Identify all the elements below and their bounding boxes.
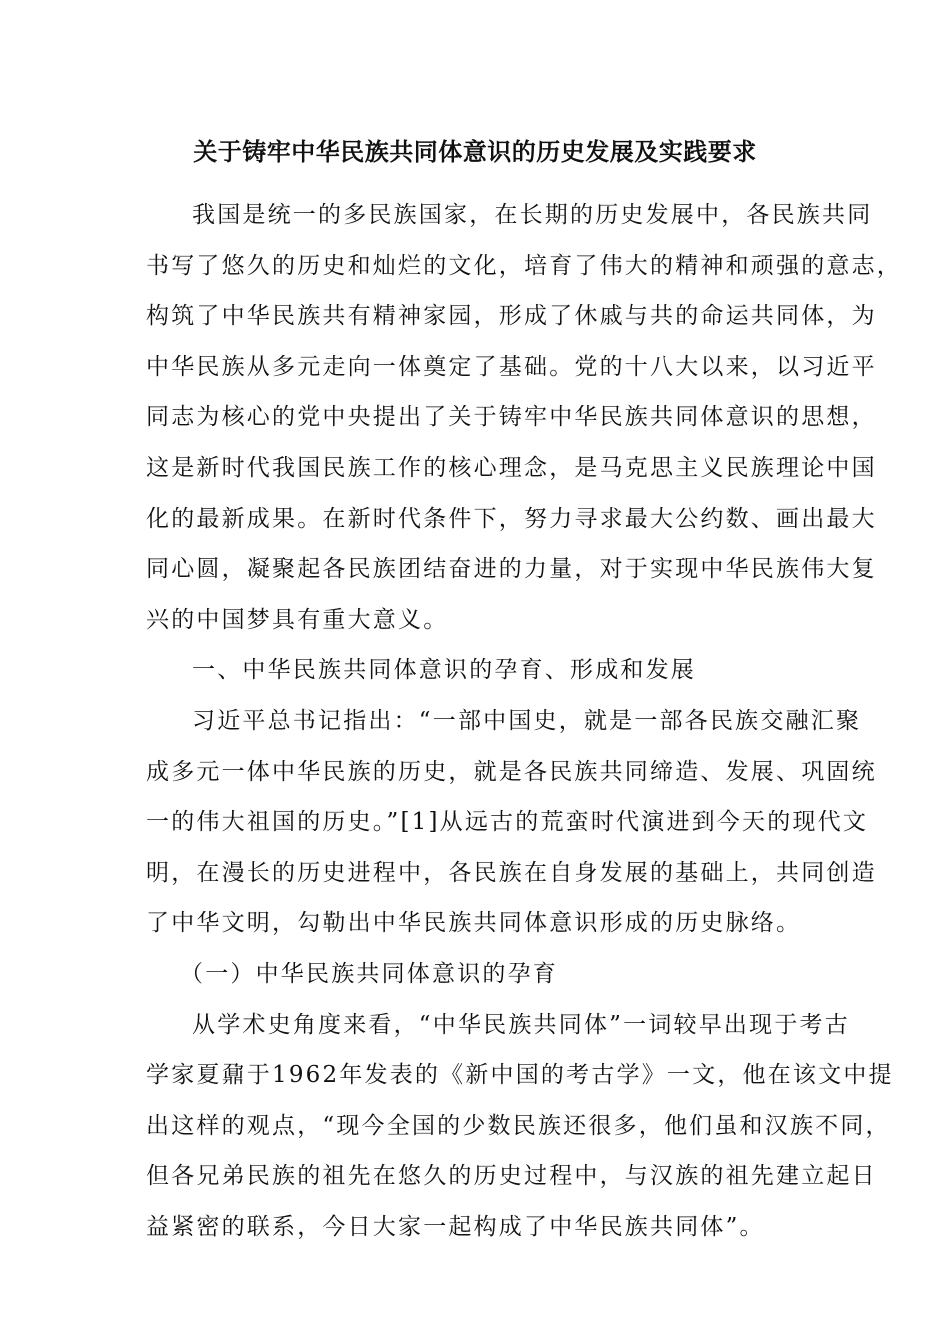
section-heading: 一、中华民族共同体意识的孕育、形成和发展 bbox=[192, 657, 696, 684]
text-line: 但各兄弟民族的祖先在悠久的历史过程中，与汉族的祖先建立起日 bbox=[146, 1163, 877, 1190]
intro-paragraph bbox=[146, 190, 902, 645]
section-paragraph bbox=[146, 696, 877, 949]
text-line: 习近平总书记指出：“一部中国史，就是一部各民族交融汇聚 bbox=[192, 707, 862, 734]
text-line: 一的伟大祖国的历史。”[1]从远古的荒蛮时代演进到今天的现代文 bbox=[146, 809, 869, 836]
text-line: 出这样的观点，“现今全国的少数民族还很多，他们虽和汉族不同， bbox=[146, 1112, 891, 1139]
text-line: 同心圆，凝聚起各民族团结奋进的力量，对于实现中华民族伟大复 bbox=[146, 556, 877, 583]
text-line: 益紧密的联系，今日大家一起构成了中华民族共同体”。 bbox=[146, 1213, 765, 1240]
text-line: 成多元一体中华民族的历史，就是各民族共同缔造、发展、巩固统 bbox=[146, 758, 877, 785]
subsection-heading: （一）中华民族共同体意识的孕育 bbox=[180, 960, 558, 987]
text-line: 我国是统一的多民族国家，在长期的历史发展中，各民族共同 bbox=[192, 202, 873, 228]
document-title: 关于铸牢中华民族共同体意识的历史发展及实践要求 bbox=[193, 137, 757, 166]
text-line: 中华民族从多元走向一体奠定了基础。党的十八大以来，以习近平 bbox=[146, 353, 877, 380]
text-line: 书写了悠久的历史和灿烂的文化，培育了伟大的精神和顽强的意志， bbox=[146, 252, 902, 279]
text-line: 同志为核心的党中央提出了关于铸牢中华民族共同体意识的思想， bbox=[146, 404, 877, 431]
text-line: 化的最新成果。在新时代条件下，努力寻求最大公约数、画出最大 bbox=[146, 505, 877, 532]
text-line: 构筑了中华民族共有精神家园，形成了休戚与共的命运共同体，为 bbox=[146, 303, 877, 330]
text-line: 了中华文明，勾勒出中华民族共同体意识形成的历史脉络。 bbox=[146, 910, 802, 937]
subsection-paragraph bbox=[146, 1000, 894, 1253]
text-line: 这是新时代我国民族工作的核心理念，是马克思主义民族理论中国 bbox=[146, 454, 877, 481]
text-line: 兴的中国梦具有重大意义。 bbox=[146, 606, 449, 633]
text-line: 从学术史角度来看，“中华民族共同体”一词较早出现于考古 bbox=[192, 1011, 850, 1038]
text-line: 明，在漫长的历史进程中，各民族在自身发展的基础上，共同创造 bbox=[146, 859, 877, 886]
text-line: 学家夏鼐于1962年发表的《新中国的考古学》一文，他在该文中提 bbox=[146, 1062, 894, 1089]
